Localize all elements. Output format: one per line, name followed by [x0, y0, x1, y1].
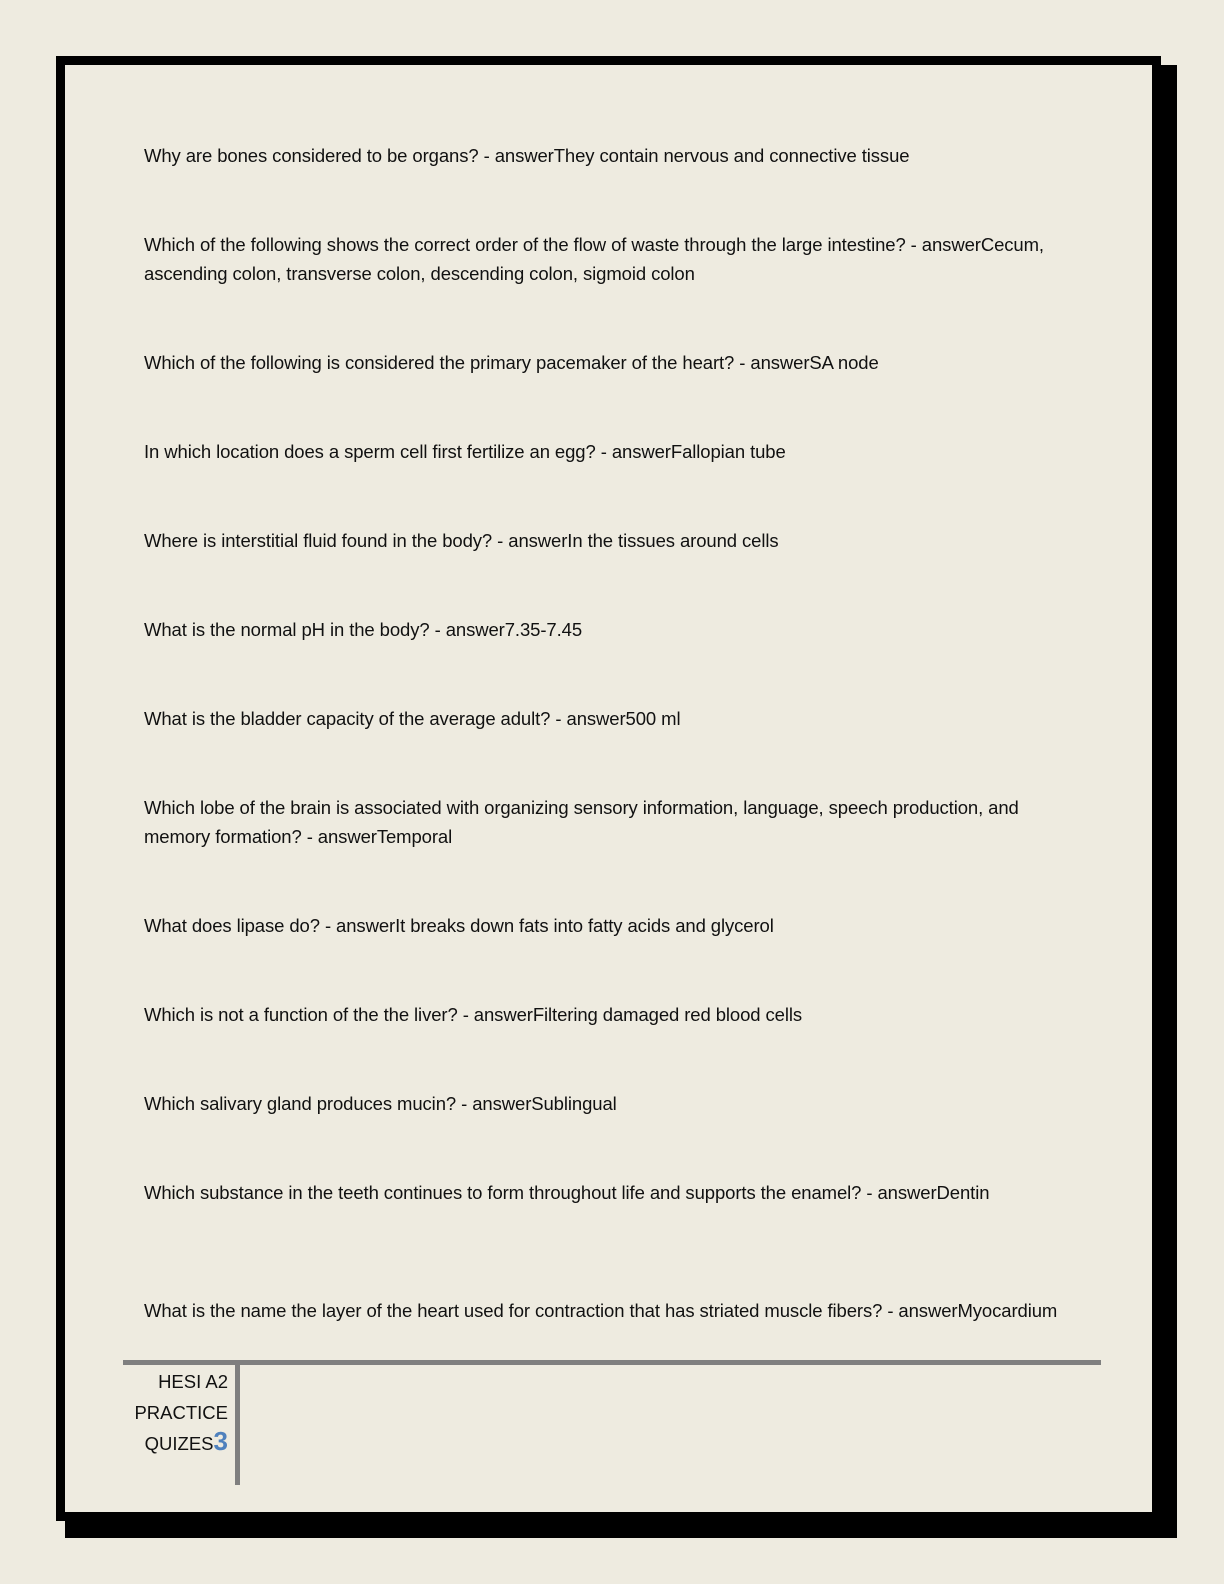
- qa-item: Why are bones considered to be organs? - answerThey contain nervous and connective tissue: [144, 145, 910, 166]
- qa-item: What does lipase do? - answerIt breaks down fats into fatty acids and glycerol: [144, 915, 774, 936]
- footer-rule: [123, 1360, 1101, 1365]
- qa-item: Where is interstitial fluid found in the body? - answerIn the tissues around cells: [144, 530, 779, 551]
- footer-title-word: QUIZES: [144, 1433, 214, 1454]
- qa-item: What is the normal pH in the body? - answer7.35-7.45: [144, 619, 583, 640]
- footer-title-line: PRACTICE: [134, 1402, 228, 1423]
- qa-item: Which lobe of the brain is associated with organizing sensory information, language, speech production, and memory formation? - answerTemporal: [144, 797, 1019, 847]
- page-number: 3: [213, 1426, 228, 1456]
- qa-item: What is the name the layer of the heart used for contraction that has striated muscle fibers? - answerMyocardium: [144, 1300, 1058, 1321]
- footer-title-line: HESI A2: [158, 1371, 228, 1392]
- qa-item: Which of the following is considered the primary pacemaker of the heart? - answerSA node: [144, 352, 879, 373]
- footer-divider: [235, 1365, 240, 1485]
- qa-item: What is the bladder capacity of the average adult? - answer500 ml: [144, 708, 681, 729]
- qa-item: Which of the following shows the correct order of the flow of waste through the large intestine? - answerCecum, ascending colon, transverse colon, descending colon, sigmoid colon: [144, 234, 1044, 284]
- qa-item: Which substance in the teeth continues to form throughout life and supports the enamel? - answerDentin: [144, 1182, 990, 1203]
- qa-item: Which is not a function of the the liver? - answerFiltering damaged red blood cells: [144, 1004, 803, 1025]
- footer-title-line: [120, 1428, 228, 1459]
- qa-item: In which location does a sperm cell first fertilize an egg? - answerFallopian tube: [144, 441, 786, 462]
- qa-item: Which salivary gland produces mucin? - answerSublingual: [144, 1093, 617, 1114]
- footer-title: [120, 1366, 228, 1459]
